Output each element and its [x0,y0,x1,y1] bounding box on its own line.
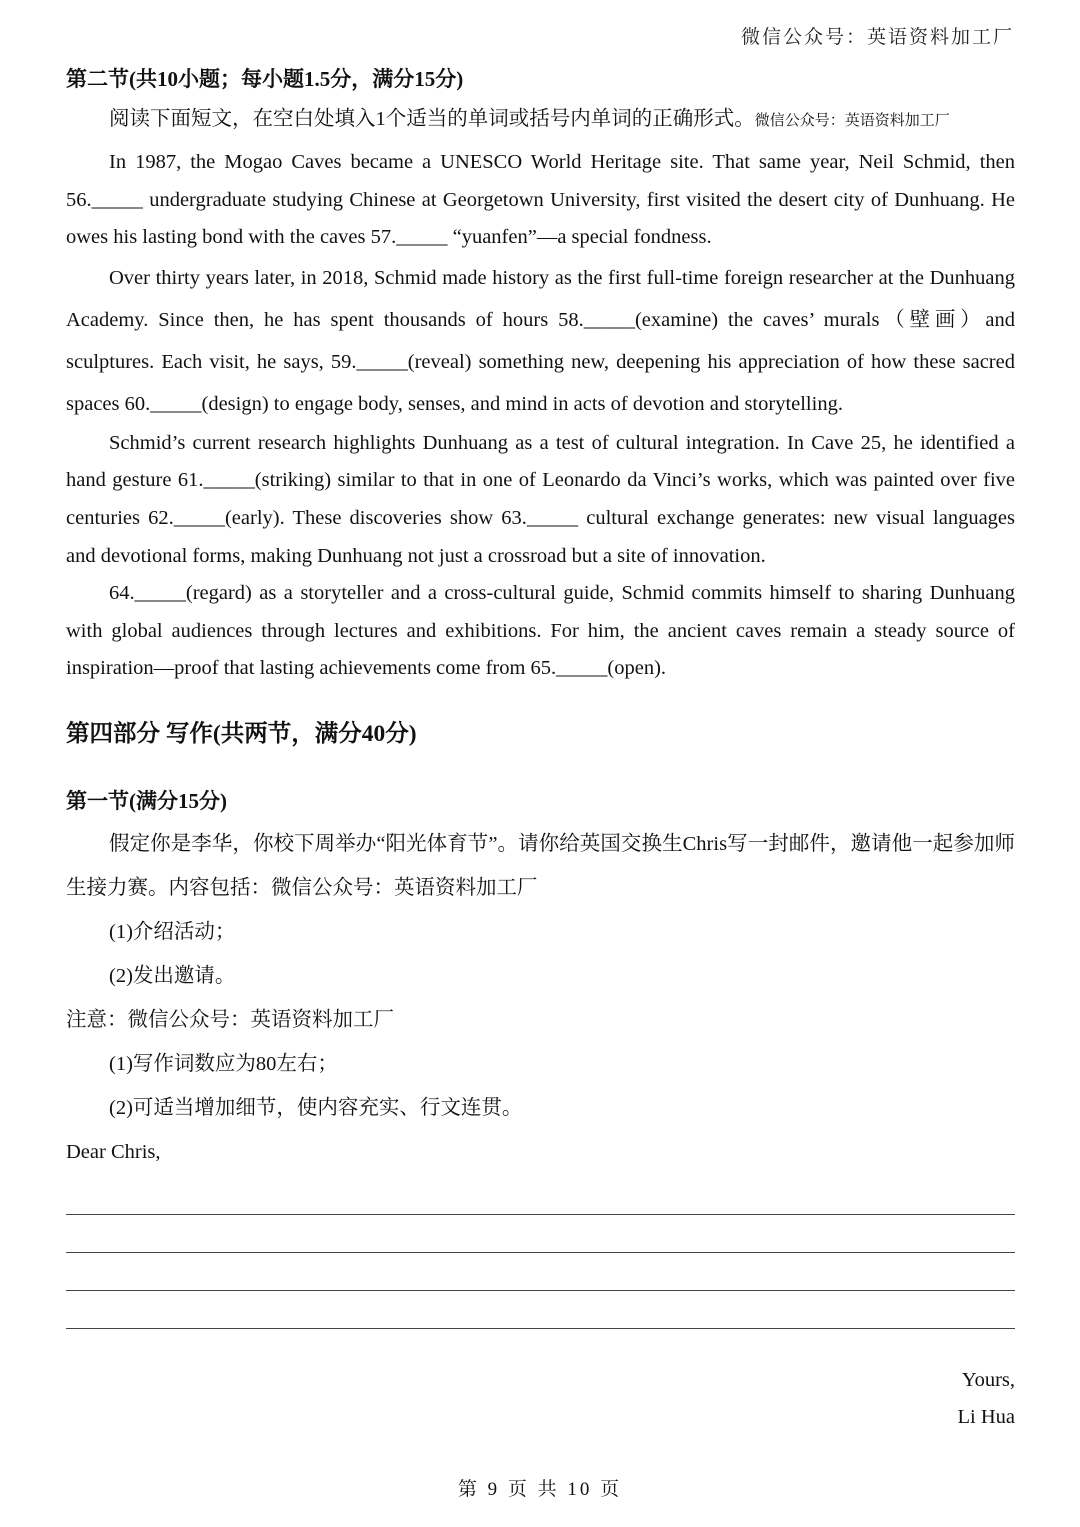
instruction-watermark: 微信公众号：英语资料加工厂 [754,113,950,129]
instruction-text: 阅读下面短文，在空白处填入1个适当的单词或括号内单词的正确形式。 [109,108,755,130]
header-watermark: 微信公众号：英语资料加工厂 [740,27,1014,48]
section2-instruction [66,96,1015,144]
passage-paragraph-2: Over thirty years later, in 2018, Schmid made history as the first full-time foreign researcher at the Dunhuang Academy. Since then, he has spent thousands of hours 58._____(examine) the caves’ murals（壁画）and sculptures. Each visit, he says, 59._____(reveal) something new, deepening his appreciation of how these sacred spaces 60._____(design) to engage body, senses, and mind in acts of devotion and storytelling. [66,266,1015,415]
letter-greeting: Dear Chris, [66,1140,161,1163]
writing-item-2: (2)发出邀请。 [109,964,236,987]
passage-paragraph-3: Schmid’s current research highlights Dunhuang as a test of cultural integration. In Cave 25, he identified a hand gesture 61._____(striking) similar to that in one of Leonardo da Vinci’s works, which was painted over five centuries 62._____(early). These discoveries show 63._____ cultural exchange generates: new visual languages and devotional forms, making Dunhuang not just a crossroad but a site of innovation. [66,431,1015,567]
writing-note-label: 注意：微信公众号：英语资料加工厂 [66,1008,394,1031]
writing-item-1: (1)介绍活动； [109,920,236,943]
page-number: 第 9 页 共 10 页 [457,1479,623,1500]
section2-title: 第二节(共10小题；每小题1.5分，满分15分) [66,67,464,91]
letter-closing: Yours, [961,1368,1015,1391]
letter-signature: Li Hua [957,1405,1015,1428]
writing-section-title: 第一节(满分15分) [66,788,227,813]
passage-paragraph-4: 64._____(regard) as a storyteller and a cross-cultural guide, Schmid commits himself to sharing Dunhuang with global audiences through lectures and exhibitions. For him, the ancient caves remain a steady source of inspiration—proof that lasting achievements come from 65._____(open). [66,582,1015,680]
page-content [66,62,1015,1436]
passage-paragraph-1: In 1987, the Mogao Caves became a UNESCO World Heritage site. That same year, Neil Schmid, then 56._____ undergraduate studying Chinese at Georgetown University, first visited the desert city of Dunhuang. He owes his lasting bond with the caves 57._____ “yuanfen”—a special fondness. [66,151,1015,249]
writing-note-item-1: (1)写作词数应为80左右； [109,1052,338,1075]
part4-title: 第四部分 写作(共两节，满分40分) [66,720,417,747]
writing-note-item-2: (2)可适当增加细节，使内容充实、行文连贯。 [109,1096,523,1119]
writing-prompt: 假定你是李华，你校下周举办“阳光体育节”。请你给英国交换生Chris写一封邮件，邀请他一起参加师生接力赛。内容包括：微信公众号：英语资料加工厂 [66,832,1015,899]
